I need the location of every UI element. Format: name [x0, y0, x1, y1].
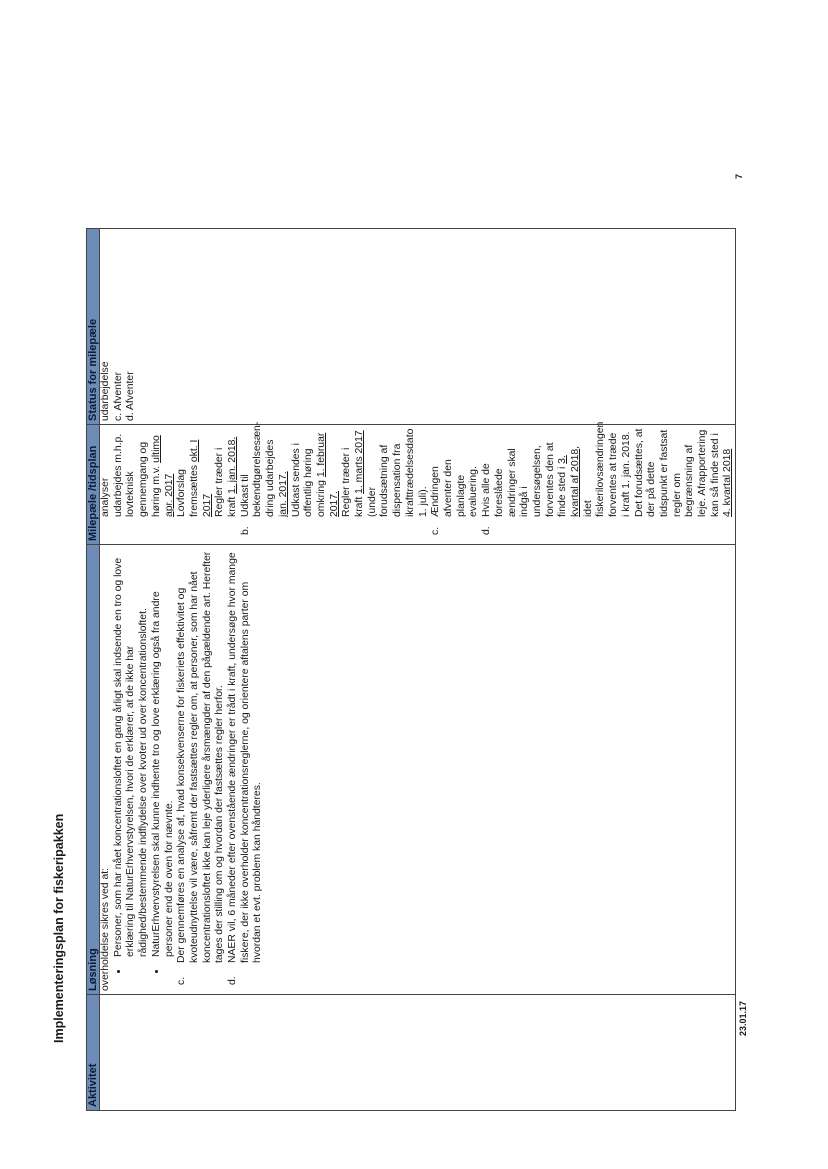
- milestone-a-3: Regler træder i kraft: [214, 447, 239, 517]
- header-solution: Løsning: [87, 545, 100, 995]
- milestone-d-marker: d.: [481, 526, 493, 535]
- table-row: [100, 229, 736, 1111]
- milestone-list: [100, 421, 735, 541]
- milestone-d-1: Hvis alle de foreslåede ændringer skal indgå i undersøgelsen, forventes den at finde sted i: [481, 442, 569, 517]
- solution-item-d: [227, 548, 265, 985]
- milestone-c-marker: c.: [430, 526, 442, 535]
- document-title: Implementeringsplan for fiskeripakken: [52, 813, 66, 1043]
- milestone-a-1: analyser udarbejdes m.h.p. lovteknisk gennemgang og høring m.v.: [100, 433, 162, 517]
- solution-item-c-text: Der gennemføres en analyse af, hvad konsekvenserne for fiskeriets effektivitet og kvoteudnyttelse vil være, såfremt der fastsættes regler om, at personer, som har nået koncentrationsloftet ikke kan leje yderligere årsmængder af den pågældende art. Herefter tages der stilling om og hvordan der fastsættes regler herfor.: [176, 551, 226, 963]
- milestone-item-a: [100, 428, 240, 519]
- milestone-a-1-date: ultimo apr. 2017: [150, 435, 175, 517]
- milestone-cell: [100, 421, 736, 545]
- header-status: Status for milepæle: [87, 229, 100, 425]
- milestone-d-2-date: 4. kvartal 2018: [722, 448, 734, 517]
- solution-item-d-marker: d.: [227, 976, 239, 985]
- milestone-b-2: Udkast sendes i offentlig høring omkring: [290, 443, 327, 517]
- activity-cell: [100, 995, 736, 1111]
- milestone-a-3-date: 1. jan. 2018.: [227, 436, 239, 494]
- milestone-item-b: [239, 421, 431, 535]
- solution-intro: overholdelse sikres ved at:: [100, 867, 111, 991]
- milestone-c-text: Ændringen afventer den planlagte evaluering.: [430, 459, 480, 517]
- milestone-item-d: [481, 421, 735, 535]
- milestone-a-2-date: okt. I 2017: [188, 439, 213, 517]
- status-line-3: d. Afventer: [125, 371, 137, 421]
- milestone-b-4: (under forudsætning af dispensation fra ikrafttrædelsesdato 1. juli).: [366, 428, 429, 517]
- milestone-item-c: [430, 428, 481, 535]
- milestone-a-2: Lovforslag fremsættes: [176, 462, 200, 517]
- milestone-b-3: Regler træder i kraft: [341, 447, 366, 517]
- status-line-2: c. Afventer: [112, 371, 124, 421]
- header-activity: Aktivitet: [87, 995, 100, 1111]
- solution-cell: [100, 545, 736, 995]
- solution-bullet-list: [113, 548, 177, 991]
- table-header-row: [87, 229, 100, 1111]
- solution-bullet-2: • NaturErhvervstyrelsen skal kunne indhente tro og love erklæring også fra andre personer end de oven for nævnte.: [151, 548, 176, 961]
- milestone-d-1-date: 3. kvartal af 2018: [557, 448, 582, 517]
- solution-item-d-text: NAER vil, 6 måneder efter ovenstående ændringer er trådt i kraft, undersøge hvor mange fiskere, der ikke overholder koncentrationsreglerne, og orientere aftalens parter om hvordan et evt. problem kan håndteres.: [227, 552, 264, 963]
- milestone-b-1-date: jan. 2017.: [277, 471, 289, 517]
- status-cell: [100, 229, 736, 425]
- milestone-b-marker: b.: [239, 526, 251, 535]
- implementation-plan-table: [86, 228, 736, 1111]
- milestone-b-1: Udkast til bekendtgørelsesæn-dring udarbejdes: [239, 421, 277, 517]
- page-number: 7: [734, 173, 744, 179]
- status-line-1: udarbejdelse: [100, 361, 111, 421]
- footer-date: 23.01.17: [738, 1000, 748, 1036]
- solution-item-c-marker: c.: [176, 976, 188, 985]
- milestone-b-3-date: 1. marts 2017: [354, 430, 366, 494]
- milestone-b-2-date: 1. februar 2017.: [315, 432, 340, 517]
- solution-lettered-list: [176, 548, 265, 991]
- milestone-d-2: , idet fiskerilovsændringen forventes at træde i kraft 1. jan. 2018. Det forudsættes, at der på dette tidspunkt er fastsat regler om begrænsning af leje. Afrapportering kan så finde sted i: [570, 421, 721, 517]
- solution-item-c: [176, 548, 227, 985]
- header-milestone: Milepæle /tidsplan: [87, 425, 100, 545]
- solution-bullet-1: • Personer, som har nået koncentrationsloftet en gang årligt skal indsende en tro og love erklæring til NaturErhvervstyrelsen, hvori de erklærer, at de ikke har rådighed/bestemmende indflydelse over kvoter ud over koncentrationsloftet.: [113, 548, 151, 961]
